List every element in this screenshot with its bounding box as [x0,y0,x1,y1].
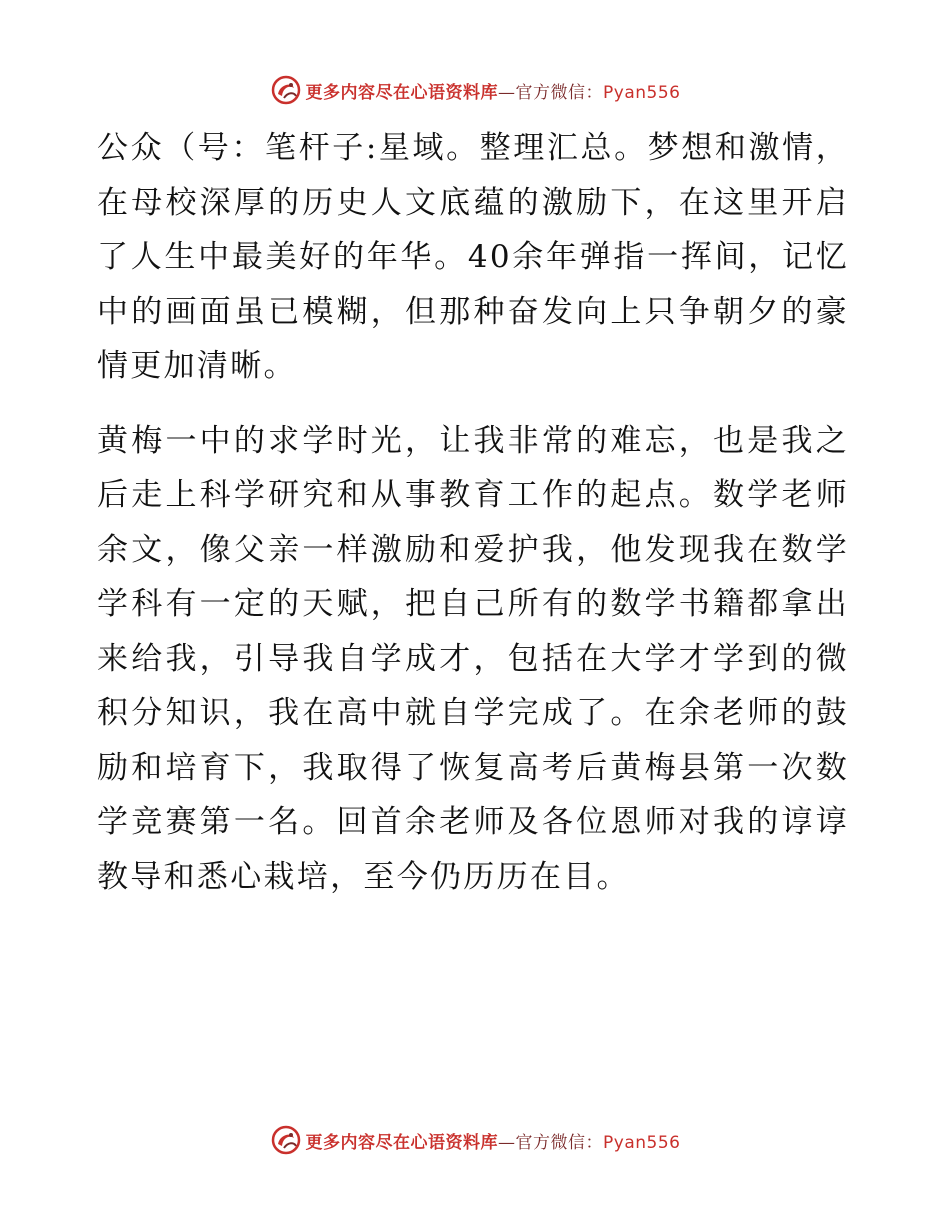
paragraph-2: 黄梅一中的求学时光，让我非常的难忘，也是我之后走上科学研究和从事教育工作的起点。数学老师余文，像父亲一样激励和爱护我，他发现我在数学学科有一定的天赋，把自己所有的数学书籍都拿出来给我，引导我自学成才，包括在大学才学到的微积分知识，我在高中就自学完成了。在余老师的鼓励和培育下，我取得了恢复高考后黄梅县第一次数学竞赛第一名。回首余老师及各位恩师对我的谆谆教导和悉心栽培，至今仍历历在目。 [97,422,849,895]
article-body [97,121,849,904]
banner-id-text: Pyan556 [603,1132,681,1153]
swirl-logo-icon [270,1124,302,1156]
banner-id-text: Pyan556 [603,82,681,103]
paragraph-1: 公众（号：笔杆子:星域。整理汇总。梦想和激情，在母校深厚的历史人文底蕴的激励下，在这里开启了人生中最美好的年华。40余年弹指一挥间，记忆中的画面虽已模糊，但那种奋发向上只争朝夕的豪情更加清晰。 [97,130,849,384]
banner-main-text: 更多内容尽在心语资料库 [305,1132,499,1153]
header-banner [0,70,950,110]
banner-text [306,1128,681,1153]
banner-dash-text: —官方微信： [498,1132,604,1153]
footer-banner [0,1120,950,1160]
banner-dash-text: —官方微信： [498,82,604,103]
banner-text [306,78,681,103]
banner-main-text: 更多内容尽在心语资料库 [305,82,499,103]
swirl-logo-icon [270,74,302,106]
